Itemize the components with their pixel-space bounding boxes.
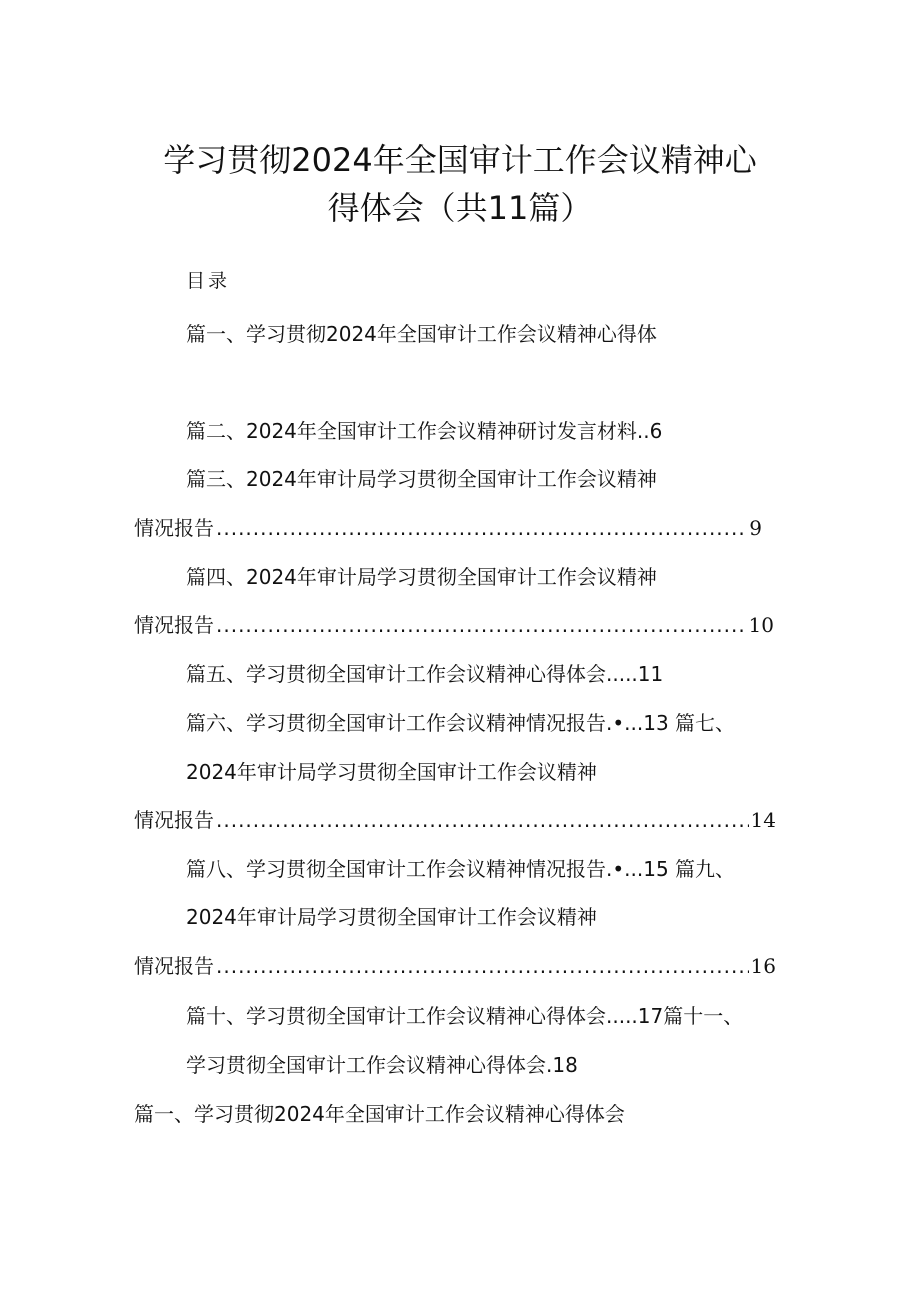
toc-entry-9-leader-line bbox=[134, 953, 776, 979]
toc-page-number: 16 bbox=[750, 954, 776, 978]
toc-entry-9: 2024年审计局学习贯彻全国审计工作会议精神 bbox=[186, 905, 597, 929]
section-heading: 篇一、学习贯彻2024年全国审计工作会议精神心得体会 bbox=[134, 1102, 625, 1126]
toc-entry-label: 情况报告 bbox=[134, 808, 214, 832]
dot-leader bbox=[216, 953, 749, 979]
toc-entry-label: 情况报告 bbox=[134, 613, 214, 637]
toc-entry-11: 学习贯彻全国审计工作会议精神心得体会.18 bbox=[186, 1053, 578, 1077]
toc-entry-2: 篇二、2024年全国审计工作会议精神研讨发言材料..6 bbox=[186, 419, 663, 443]
toc-entry-4-leader-line bbox=[134, 612, 774, 638]
toc-entry-8: 篇八、学习贯彻全国审计工作会议精神情况报告.•...15 篇九、 bbox=[186, 857, 736, 881]
toc-entry-7-leader-line bbox=[134, 807, 776, 833]
toc-label: 目录 bbox=[186, 270, 231, 292]
toc-entry-7: 2024年审计局学习贯彻全国审计工作会议精神 bbox=[186, 760, 597, 784]
document-title-line-2: 得体会（共11篇） bbox=[327, 189, 593, 227]
dot-leader bbox=[216, 515, 747, 541]
toc-entry-6: 篇六、学习贯彻全国审计工作会议精神情况报告.•...13 篇七、 bbox=[186, 711, 736, 735]
dot-leader bbox=[216, 612, 747, 638]
toc-entry-label: 情况报告 bbox=[134, 516, 214, 540]
toc-entry-10: 篇十、学习贯彻全国审计工作会议精神心得体会.....17篇十一、 bbox=[186, 1004, 744, 1028]
toc-entry-1: 篇一、学习贯彻2024年全国审计工作会议精神心得体 bbox=[186, 322, 657, 346]
toc-page-number: 14 bbox=[750, 808, 776, 832]
toc-entry-4: 篇四、2024年审计局学习贯彻全国审计工作会议精神 bbox=[186, 565, 657, 589]
toc-entry-label: 情况报告 bbox=[134, 954, 214, 978]
document-title-line-1: 学习贯彻2024年全国审计工作会议精神心 bbox=[163, 141, 757, 179]
toc-page-number: 9 bbox=[749, 516, 762, 540]
toc-entry-3: 篇三、2024年审计局学习贯彻全国审计工作会议精神 bbox=[186, 467, 657, 491]
toc-entry-3-leader-line bbox=[134, 515, 762, 541]
toc-page-number: 10 bbox=[748, 613, 774, 637]
toc-entry-5: 篇五、学习贯彻全国审计工作会议精神心得体会.....11 bbox=[186, 662, 664, 686]
dot-leader bbox=[216, 807, 749, 833]
